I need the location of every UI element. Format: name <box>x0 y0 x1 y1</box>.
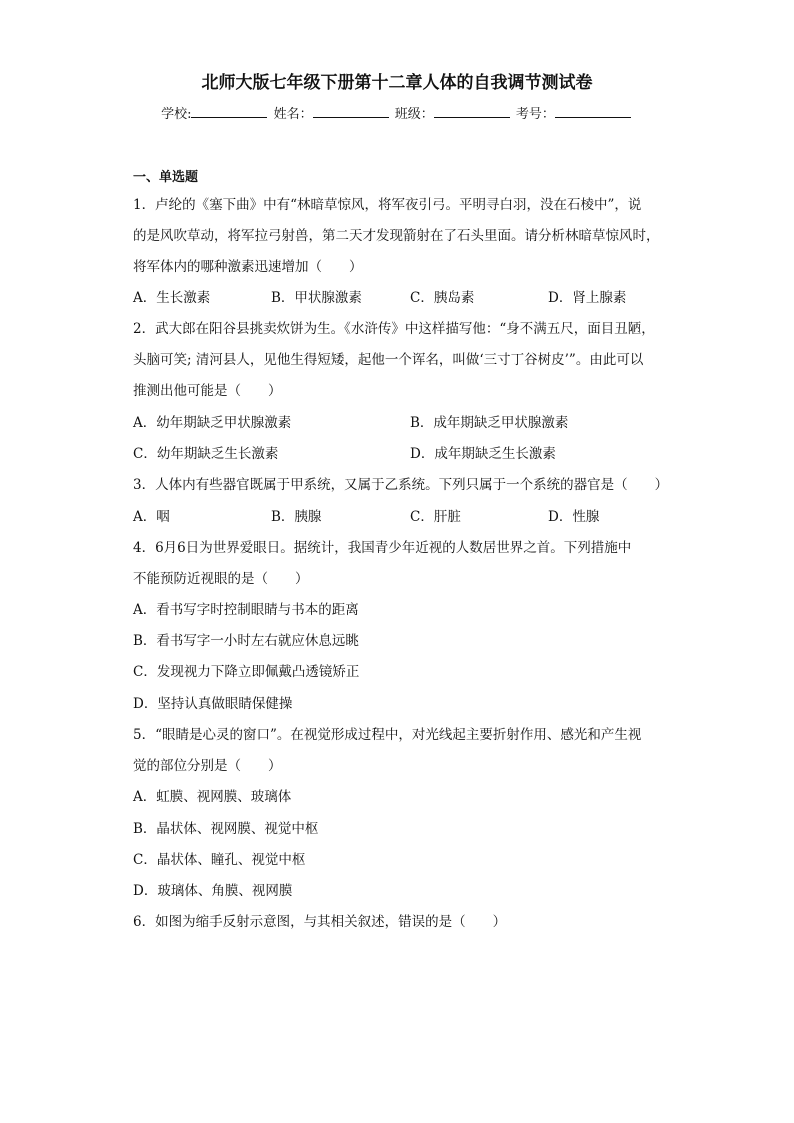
section-title: 一、单选题 <box>133 170 199 185</box>
question-3-option-d: D．性腺 <box>548 509 600 525</box>
page-title: 北师大版七年级下册第十二章人体的自我调节测试卷 <box>201 73 593 93</box>
question-2-option-d: D．成年期缺乏生长激素 <box>410 446 556 462</box>
question-2-line-1: 2．武大郎在阳谷县挑卖炊饼为生。《水浒传》中这样描写他：“身不满五尺，面目丑陋， <box>133 321 655 337</box>
exam-number-label: 考号： <box>515 107 555 122</box>
question-6-line-1: 6．如图为缩手反射示意图，与其相关叙述，错误的是（ ） <box>133 914 507 930</box>
question-5-option-d: D．玻璃体、角膜、视网膜 <box>133 883 293 899</box>
question-2-option-c: C．幼年期缺乏生长激素 <box>133 446 279 462</box>
question-2-line-2: 头脑可笑; 清河县人，见他生得短矮，起他一个诨名，叫做‘三寸丁谷树皮’”。由此可以 <box>133 352 644 368</box>
question-2-line-3: 推测出他可能是（ ） <box>133 383 282 399</box>
question-5-line-2: 觉的部位分别是（ ） <box>133 758 282 774</box>
name-blank <box>313 103 389 118</box>
question-5-option-b: B．晶状体、视网膜、视觉中枢 <box>133 821 319 837</box>
question-1-option-c: C．胰岛素 <box>410 290 475 306</box>
question-2-option-b: B．成年期缺乏甲状腺激素 <box>410 415 569 431</box>
question-1-line-1: 1．卢纶的《塞下曲》中有“林暗草惊风，将军夜引弓。平明寻白羽，没在石棱中”，说 <box>133 197 642 213</box>
class-label: 班级： <box>394 107 434 122</box>
question-4-option-a: A．看书写字时控制眼睛与书本的距离 <box>133 602 359 618</box>
question-4-option-d: D．坚持认真做眼睛保健操 <box>133 696 293 712</box>
question-5-option-c: C．晶状体、瞳孔、视觉中枢 <box>133 852 306 868</box>
question-3-option-a: A．咽 <box>133 509 170 525</box>
class-blank <box>434 103 510 118</box>
question-1-option-d: D．肾上腺素 <box>548 290 627 306</box>
question-3-line-1: 3．人体内有些器官既属于甲系统，又属于乙系统。下列只属于一个系统的器官是（ ） <box>133 477 669 493</box>
question-1-line-3: 将军体内的哪种激素迅速增加（ ） <box>133 259 363 275</box>
question-2-option-a: A．幼年期缺乏甲状腺激素 <box>133 415 292 431</box>
question-1-option-b: B．甲状腺激素 <box>271 290 362 306</box>
school-blank <box>191 103 267 118</box>
question-1-line-2: 的是风吹草动，将军拉弓射兽，第二天才发现箭射在了石头里面。请分析林暗草惊风时， <box>133 228 660 244</box>
question-4-option-c: C．发现视力下降立即佩戴凸透镜矫正 <box>133 664 360 680</box>
question-3-option-c: C．肝脏 <box>410 509 461 525</box>
question-4-line-1: 4．6月6日为世界爱眼日。据统计，我国青少年近视的人数居世界之首。下列措施中 <box>133 540 632 556</box>
question-1-option-a: A．生长激素 <box>133 290 211 306</box>
school-label: 学校: <box>161 107 192 122</box>
question-5-option-a: A．虹膜、视网膜、玻璃体 <box>133 789 292 805</box>
exam-number-blank <box>555 103 631 118</box>
question-5-line-1: 5．“眼睛是心灵的窗口”。在视觉形成过程中，对光线起主要折射作用、感光和产生视 <box>133 727 642 743</box>
name-label: 姓名： <box>273 107 313 122</box>
question-3-option-b: B．胰腺 <box>271 509 322 525</box>
student-info-line <box>0 103 794 122</box>
question-4-line-2: 不能预防近视眼的是（ ） <box>133 571 309 587</box>
question-4-option-b: B．看书写字一小时左右就应休息远眺 <box>133 633 359 649</box>
